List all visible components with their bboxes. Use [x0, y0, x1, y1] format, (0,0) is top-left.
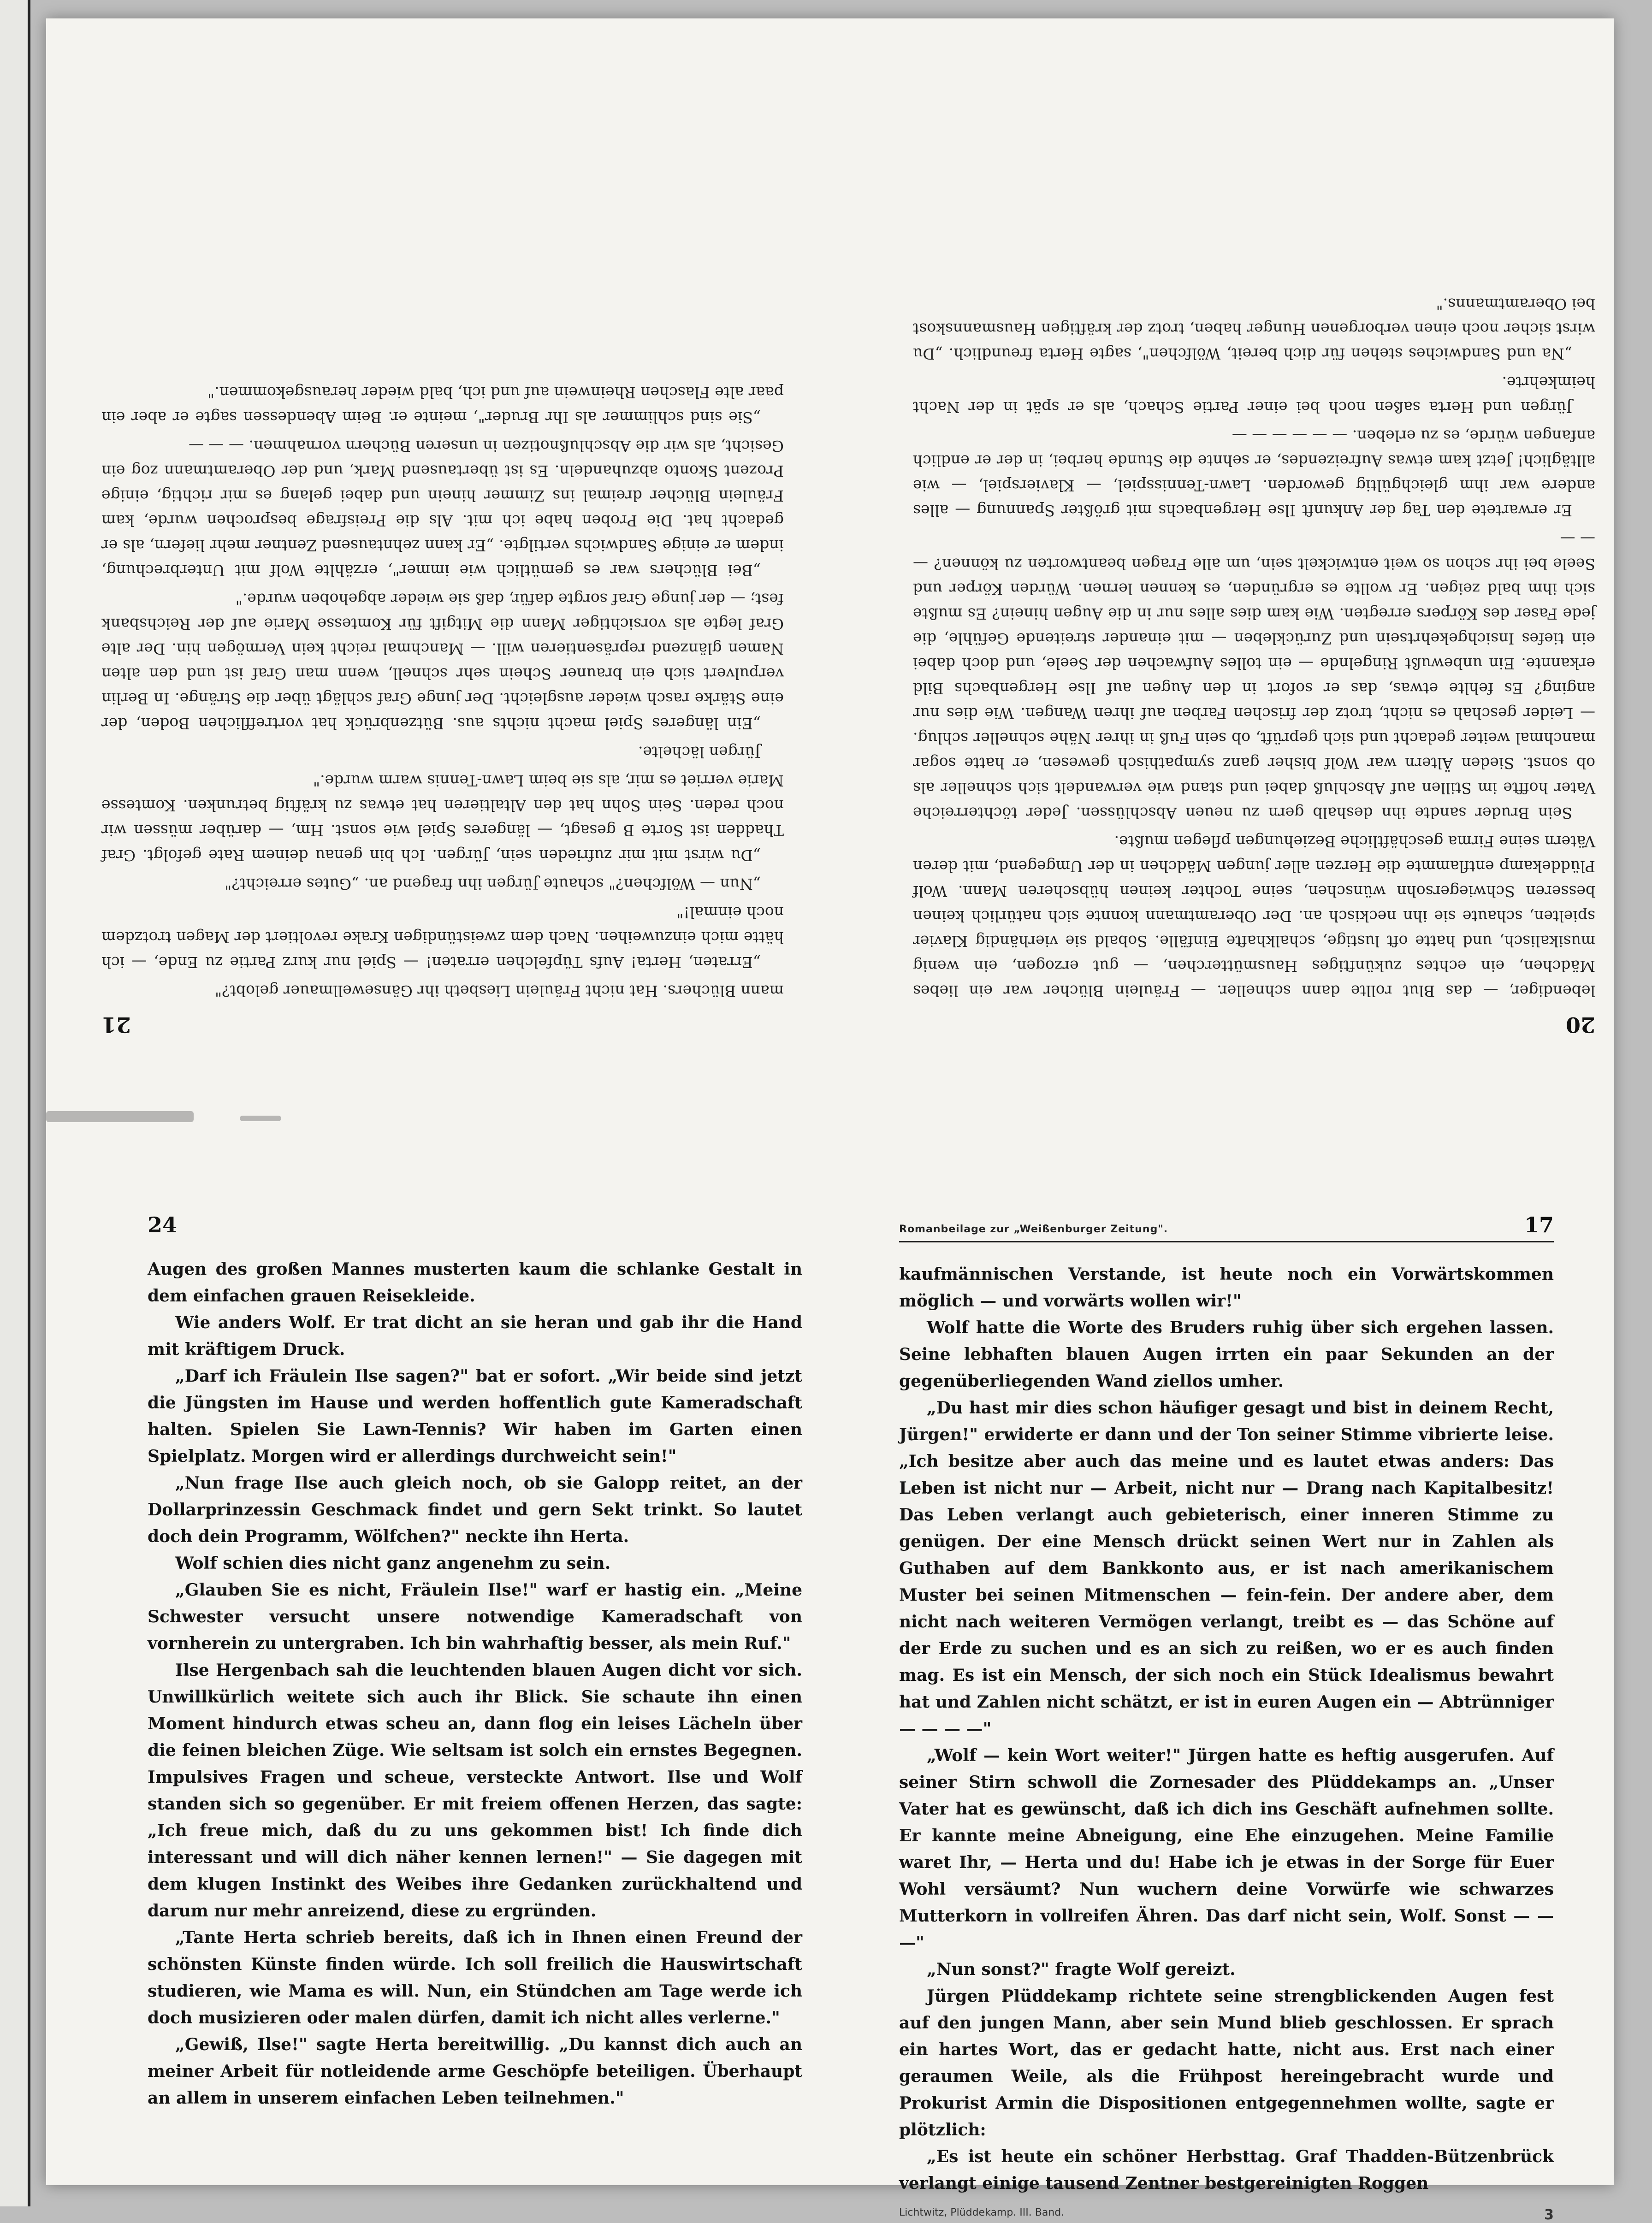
paragraph: „Tante Herta schrieb bereits, daß ich in Ihnen einen Freund der schönsten Künste finden würde. Ich soll freilich die Hauswirtschaft studieren, wie Mama es will. Nun, ein Stündchen am Tage werde ich doch musizieren oder malen dürfen, damit ich nicht alles verlerne." [148, 1928, 802, 2028]
fold-area [46, 1079, 1614, 1194]
adjacent-page-edge [0, 0, 30, 2206]
page-number: 24 [148, 1212, 178, 1237]
paragraph: „Bei Blüchers war es gemütlich wie immer", erzählte Wolf mit Unterbrechung, indem er einige Sandwichs vertilgte. „Er kann zehntausend Zentner mehr liefern, als er gedacht hat. Die Proben habe ich mit. Als die Preisfrage besprochen wurde, kam Fräulein Blücher dreimal ins Zimmer hinein und dabei gelang es mir richtig, einige Prozent Skonto abzuhandeln. Es ist übertausend Mark, und der Oberamtmann zog ein Gesicht, als wir die Abschlußnotizen in unseren Büchern vornahmen. — — — [101, 437, 784, 579]
page-number: 20 [1565, 1012, 1595, 1037]
page-21 [101, 46, 784, 1037]
signature-line [899, 2207, 1554, 2223]
paragraph: „Darf ich Fräulein Ilse sagen?" bat er sofort. „Wir beide sind jetzt die Jüngsten im Hause und werden hoffentlich gute Kameradschaft halten. Spielen Sie Lawn-Tennis? Wir haben im Garten einen Spielplatz. Morgen wird er allerdings durchweicht sein!" [148, 1366, 802, 1466]
page-17 [899, 1212, 1554, 2223]
paragraph: „Sie sind schlimmer als Ihr Bruder", meinte er. Beim Abendessen sagte er aber ein paar alte Flaschen Rheinwein auf und ich, bald wieder herausgekommen." [101, 384, 784, 426]
paragraph: „Du hast mir dies schon häufiger gesagt und bist in deinem Recht, Jürgen!" erwiderte er dann und der Ton seiner Stimme vibrierte leise. „Ich besitze aber auch das meine und es lautet etwas anders: Das Leben ist nicht nur — Arbeit, nicht nur — Drang nach Kapitalbesitz! Das Leben verlangt auch gebieterisch, einer inneren Stimme zu genügen. Der eine Mensch drückt seinen Wert nur in Zahlen als Guthaben auf dem Bankkonto aus, er ist nach amerikanischem Muster bei seinen Mitmenschen — fein-fein. Der andere aber, dem nicht nach weiteren Vermögen verlangt, treibt es — das Schöne auf der Erde zu suchen und es an sich zu reißen, wo er es auch finden mag. Es ist ein Mensch, der sich noch ein Stück Idealismus bewahrt hat und Zahlen nicht schätzt, er ist in euren Augen ein — Abtrünniger — — — —" [899, 1398, 1554, 1738]
paragraph: Wolf schien dies nicht ganz angenehm zu sein. [175, 1554, 611, 1573]
paragraph: Er erwartete den Tag der Ankunft Ilse Hergenbachs mit größter Spannung — alles andere war ihm gleichgültig geworden. Lawn-Tennisspiel, — Klavierspiel, — wie alltäglich! Jetzt kam etwas Aufreizendes, er sehnte die Stunde herbei, in der er endlich anfangen würde, es zu erleben. — — — — — — [913, 427, 1595, 520]
paragraph: Jürgen Plüddekamp richtete seine strengblickenden Augen fest auf den jungen Mann, aber sein Mund blieb geschlossen. Er sprach ein hartes Wort, das er gedacht hatte, nicht aus. Erst nach einer geraumen Weile, als die Frühpost hereingebracht wurde und Prokurist Armin die Dispositionen entgegennehmen wollte, sagte er plötzlich: [899, 1987, 1554, 2140]
paragraph: kaufmännischen Verstande, ist heute noch ein Vorwärtskommen möglich — und vorwärts wollen wir!" [899, 1265, 1554, 1311]
paragraph: Jürgen lächelte. [638, 743, 761, 761]
upper-spread-rotated [46, 18, 1614, 1079]
paragraph: „Nun frage Ilse auch gleich noch, ob sie Galopp reitet, an der Dollarprinzessin Geschmack findet und gern Sekt trinkt. So lautet doch dein Programm, Wölfchen?" neckte ihn Herta. [148, 1473, 802, 1546]
paragraph: Sein Bruder sandte ihn deshalb gern zu neuen Abschlüssen. Jeder töchterreiche Vater hoffte im Stillen auf Abschluß dabei und stand wie verwandelt sich schneller als ob sonst. Sieden Ältern war Wolf bisher ganz sympathisch gewesen, er hatte sogar manchmal weiter gedacht und sich geprüft, ob sein Fuß in ihrer Nähe schneller schlug. — Leider geschah es nicht, trotz der frischen Farben auf ihren Wangen. Wie dies nur anging? Es fehlte etwas, das er sofort in den Augen auf Ilse Hergenbachs Bild erkannte. Ein unbewußt Ringelnde — ein tolles Aufwachen der Seele, und doch dabei ein tiefes Insichgekehrtsein und Zurückleben — mit einander streitende Gefühle, die jede Faser des Körpers erregten. Wie kam dies alles nur in die Augen hinein? Es mußte sich ihm bald zeigen. Er wollte es ergründen, es kennen lernen. Würden Körper und Seele bei ihr schon so weit entwickelt sein, um alle Fragen beantworten zu können? — — — [913, 530, 1595, 822]
paragraph: Wie anders Wolf. Er trat dicht an sie heran und gab ihr die Hand mit kräftigem Druck. [148, 1313, 802, 1359]
paragraph: „Nun sonst?" fragte Wolf gereizt. [927, 1960, 1236, 1979]
page-number: 17 [1524, 1212, 1554, 1237]
ink-smudge [46, 1111, 194, 1122]
paragraph: „Ein längeres Spiel macht nichts aus. Bützenbrück hat vortrefflichen Boden, der eine Stärke rasch wieder ausgleicht. Der junge Graf schlägt über die Stränge. In Berlin verpulvert sich ein brauner Schein sehr schnell, wenn man Graf ist und den alten Namen glänzend repräsentieren will. — Manchmal reicht kein Vermögen hin. Der alte Graf legte als vorsichtiger Mann die Mitgift für Komtesse Marie auf der Reichsbank fest; — der junge Graf sorgte dafür, daß sie wieder abgehoben wurde." [101, 590, 784, 733]
paragraph: Ilse Hergenbach sah die leuchtenden blauen Augen dicht vor sich. Unwillkürlich weitete sich auch ihr Blick. Sie schaute ihn einen Moment hindurch etwas scheu an, dann flog ein leises Lächeln über die feinen bleichen Züge. Wie seltsam ist solch ein ernstes Begegnen. Impulsives Fragen und scheue, versteckte Antwort. Ilse und Wolf standen sich so gegenüber. Er mit freiem offenen Herzen, das sagte: „Ich freue mich, daß du zu uns gekommen bist! Ich finde dich interessant und will dich näher kennen lernen!" — Sie dagegen mit dem klugen Instinkt des Weibes ihre Gedanken zurückhaltend und darum nur mehr anreizend, diese zu ergründen. [148, 1661, 802, 1921]
page-20 [913, 46, 1595, 1037]
page-number: 21 [101, 1012, 131, 1037]
paragraph: Jürgen und Herta saßen noch bei einer Partie Schach, als er spät in der Nacht heimkehrte. [913, 373, 1595, 416]
signature-text: Lichtwitz, Plüddekamp. III. Band. [899, 2207, 1065, 2218]
signature-mark: 3 [1544, 2207, 1554, 2223]
paragraph: „Es ist heute ein schöner Herbsttag. Graf Thadden-Bützenbrück verlangt einige tausend Zentner bestgereinigten Roggen [899, 2147, 1554, 2193]
page-header [148, 1212, 802, 1237]
paragraph: „Du wirst mit mir zufrieden sein, Jürgen. Ich bin genau deinem Rate gefolgt. Graf Thadden ist Sorte B gesagt, — längeres Spiel wie sonst. Hm, — darüber müssen wir noch reden. Sein Sohn hat den Altaltieren hat etwas zu kräftig betrunken. Komtesse Marie verriet es mir, als sie beim Lawn-Tennis warm wurde." [101, 772, 784, 864]
newspaper-sheet [46, 18, 1614, 2223]
paragraph: Wolf hatte die Worte des Bruders ruhig über sich ergehen lassen. Seine lebhaften blauen Augen irrten ein paar Sekunden an der gegenüberliegenden Wand ziellos umher. [899, 1318, 1554, 1391]
page-24 [148, 1212, 802, 2111]
paragraph: mann Blüchers. Hat nicht Fräulein Liesbeth ihr Gänsewellmauer gelobt?" [214, 982, 784, 1000]
paragraph: „Nun — Wölfchen?" schaute Jürgen ihn fragend an. „Gutes erreicht?" [225, 875, 761, 893]
paragraph: „Gewiß, Ilse!" sagte Herta bereitwillig. „Du kannst dich auch an meiner Arbeit für notleidende arme Geschöpfe beteiligen. Überhaupt an allem in unserem einfachen Leben teilnehmen." [148, 2035, 802, 2108]
paragraph: „Glauben Sie es nicht, Fräulein Ilse!" warf er hastig ein. „Meine Schwester versucht unsere notwendige Kameradschaft von vornherein zu untergraben. Ich bin wahrhaftig besser, als mein Ruf." [148, 1580, 802, 1653]
paragraph: Augen des großen Mannes musterten kaum die schlanke Gestalt in dem einfachen grauen Reisekleide. [148, 1259, 802, 1306]
paragraph: „Na und Sandwiches stehen für dich bereit, Wölfchen", sagte Herta freundlich. „Du wirst sicher noch einen verborgenen Hunger haben, trotz der kräftigen Hausmannskost bei Oberamtmanns." [913, 295, 1595, 363]
paragraph: lebendiger, — das Blut rollte dann schneller. — Fräulein Blücher war ein liebes Mädchen, ein echtes zukünftiges Hausmütterchen, — gut erzogen, ein wenig musikalisch, und hatte oft lustige, schalkhafte Einfälle. Sobald sie vierhändig Klavier spielten, schaute sie ihn neckisch an. Der Oberamtmann konnte sich natürlich keinen besseren Schwiegersohn wünschen, seine Tochter keinen hübscheren Mann. Wolf Plüddekamp entflammte die Herzen aller jungen Mädchen in der Umgegend, mit deren Vätern seine Firma geschäftliche Beziehungen pflegen mußte. [913, 833, 1595, 1000]
paragraph: „Wolf — kein Wort weiter!" Jürgen hatte es heftig ausgerufen. Auf seiner Stirn schwoll die Zornesader des Plüddekamps an. „Unser Vater hat es gewünscht, daß ich dich ins Geschäft aufnehmen sollte. Er kannte meine Abneigung, eine Ehe einzugehen. Meine Familie waret Ihr, — Herta und du! Habe ich je etwas in der Sorge für Euer Wohl versäumt? Nun wuchern deine Vorwürfe wie schwarzes Mutterkorn in vollreifen Ähren. Das darf nicht sein, Wolf. Sonst — — —" [899, 1746, 1554, 1952]
running-head: Romanbeilage zur „Weißenburger Zeitung". [899, 1224, 1168, 1235]
ink-smudge [240, 1116, 281, 1121]
page-header [899, 1212, 1554, 1242]
paragraph: „Erraten, Herta! Aufs Tüpfelchen erraten! — Spiel nur kurz Partie zu Ende, — ich hätte mich einzuweihen. Nach dem zweistündigen Krake revoltiert der Magen trotzdem noch einmal!" [101, 904, 784, 971]
